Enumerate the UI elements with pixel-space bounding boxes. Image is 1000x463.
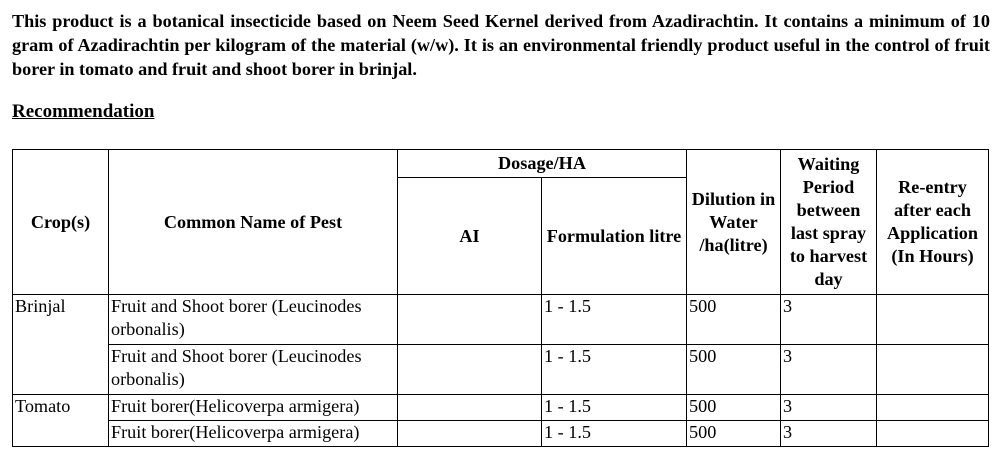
header-waiting-period: Waiting Period between last spray to harvest day	[781, 150, 877, 295]
header-crops: Crop(s)	[13, 150, 109, 295]
crop-cell: Tomato	[13, 395, 109, 447]
header-pest: Common Name of Pest	[109, 150, 398, 295]
waiting-cell: 3	[781, 421, 877, 447]
reentry-cell	[877, 421, 989, 447]
table-row	[13, 345, 989, 395]
reentry-cell	[877, 295, 989, 345]
pest-cell: Fruit borer(Helicoverpa armigera)	[109, 421, 398, 447]
pest-cell: Fruit and Shoot borer (Leucinodes orbonalis)	[109, 295, 398, 345]
ai-cell	[398, 421, 542, 447]
header-dilution: Dilution in Water /ha(litre)	[687, 150, 781, 295]
formulation-cell: 1 - 1.5	[542, 295, 687, 345]
header-ai: AI	[398, 178, 542, 295]
pest-cell: Fruit borer(Helicoverpa armigera)	[109, 395, 398, 421]
dilution-cell: 500	[687, 395, 781, 421]
ai-cell	[398, 345, 542, 395]
recommendation-table	[12, 149, 989, 447]
table-row	[13, 395, 989, 421]
header-dosage: Dosage/HA	[398, 150, 687, 178]
dilution-cell: 500	[687, 295, 781, 345]
header-row	[13, 150, 989, 178]
table-row	[13, 421, 989, 447]
dilution-cell: 500	[687, 345, 781, 395]
pest-cell: Fruit and Shoot borer (Leucinodes orbonalis)	[109, 345, 398, 395]
intro-paragraph: This product is a botanical insecticide based on Neem Seed Kernel derived from Azadirachtin. It contains a minimum of 10 gram of Azadirachtin per kilogram of the material (w/w). It is an environmental friendly product useful in the control of fruit borer in tomato and fruit and shoot borer in brinjal.	[12, 11, 990, 79]
dilution-cell: 500	[687, 421, 781, 447]
table-row	[13, 295, 989, 345]
header-formulation: Formulation litre	[542, 178, 687, 295]
section-heading: Recommendation	[12, 101, 155, 122]
reentry-cell	[877, 395, 989, 421]
reentry-cell	[877, 345, 989, 395]
formulation-cell: 1 - 1.5	[542, 421, 687, 447]
crop-cell: Brinjal	[13, 295, 109, 395]
waiting-cell: 3	[781, 395, 877, 421]
waiting-cell: 3	[781, 295, 877, 345]
ai-cell	[398, 295, 542, 345]
formulation-cell: 1 - 1.5	[542, 345, 687, 395]
header-reentry: Re-entry after each Application (In Hours)	[877, 150, 989, 295]
formulation-cell: 1 - 1.5	[542, 395, 687, 421]
ai-cell	[398, 395, 542, 421]
waiting-cell: 3	[781, 345, 877, 395]
